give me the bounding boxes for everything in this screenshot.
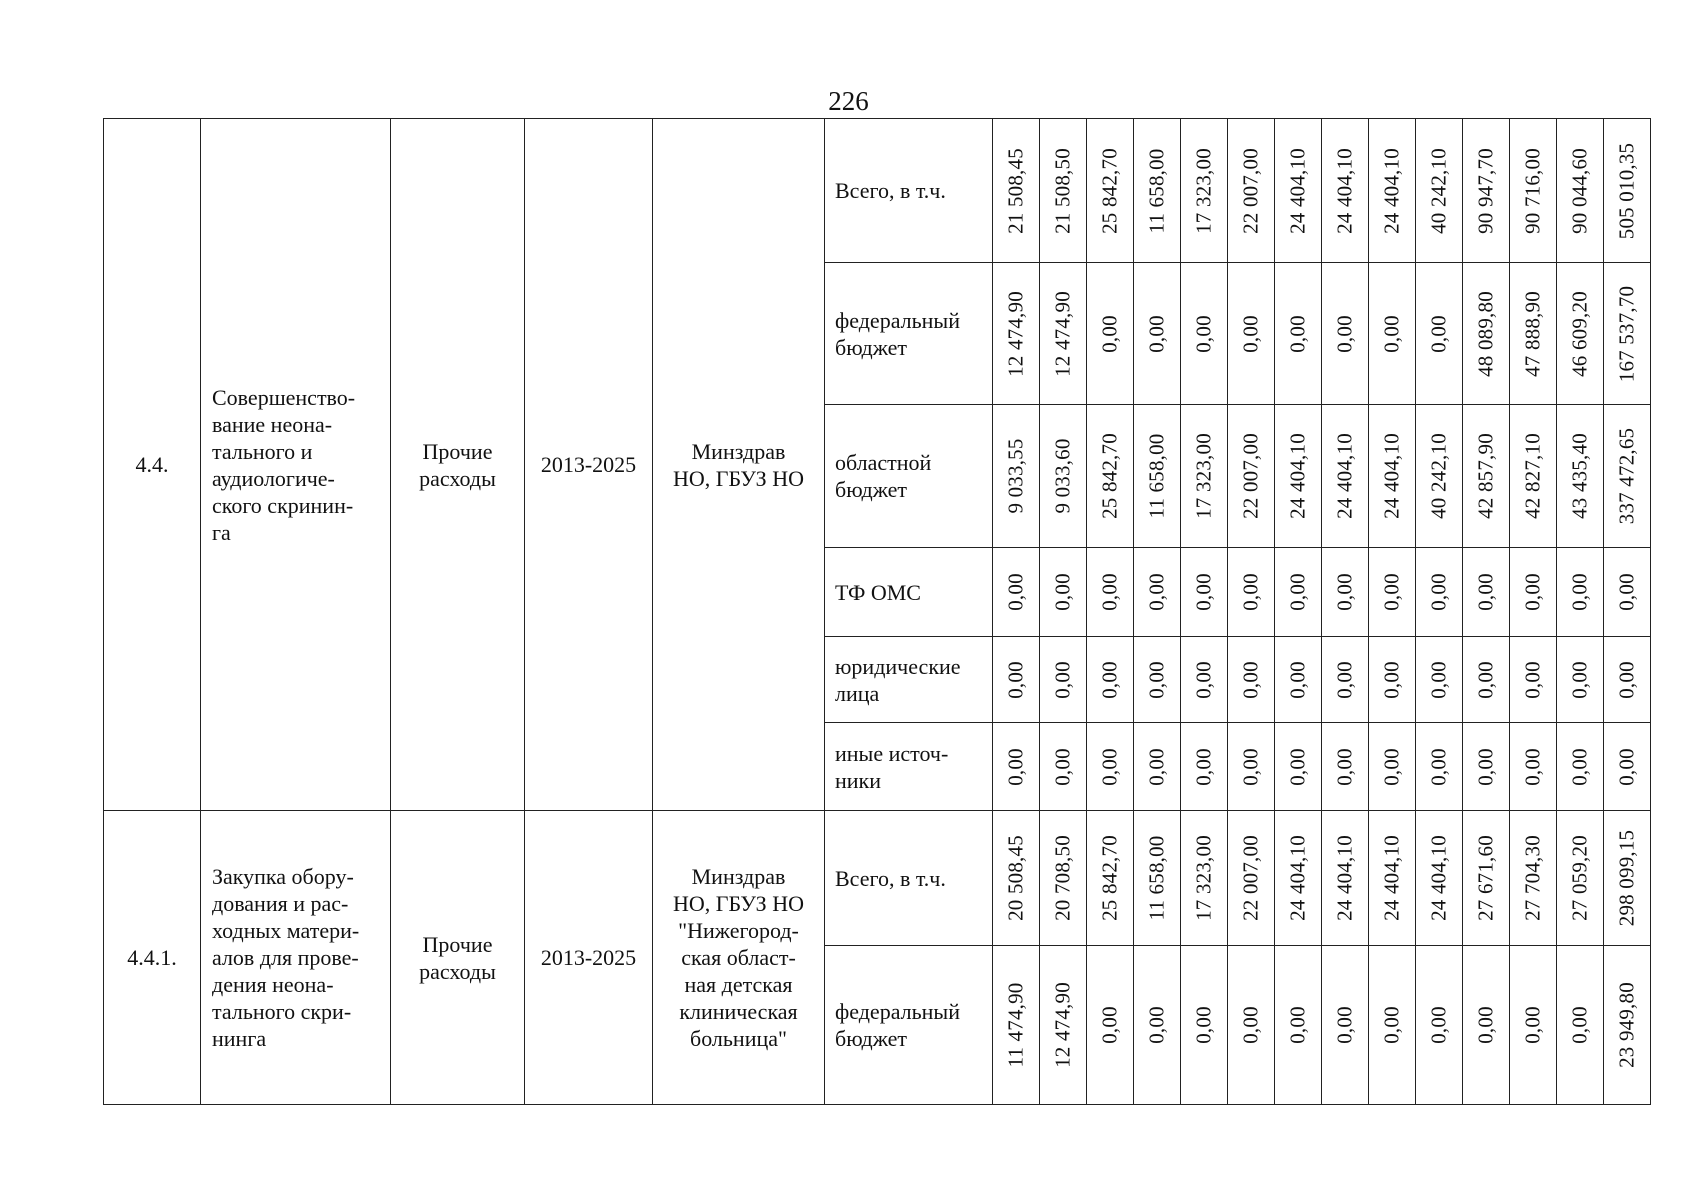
amount-cell [1416,723,1463,811]
amount-cell [1369,263,1416,405]
amount-cell [1275,811,1322,946]
amount-value: 0,00 [1191,314,1216,353]
amount-cell [1416,946,1463,1105]
amount-cell [1181,723,1228,811]
amount-value: 0,00 [1567,573,1592,611]
amount-value: 22 007,00 [1238,433,1263,519]
amount-value: 42 827,10 [1520,433,1545,519]
row-code: 4.4.1. [104,811,201,1105]
amount-value: 20 708,50 [1050,835,1075,921]
amount-value: 90 044,60 [1567,147,1592,234]
funding-source-label: федеральный бюджет [825,946,993,1105]
amount-value: 12 474,90 [1050,290,1075,377]
amount-cell [1040,548,1087,637]
executor: Минздрав НО, ГБУЗ НО "Нижегород- ская област- ная детская клиническая больница" [653,811,825,1105]
amount-cell [1557,119,1604,263]
amount-value: 24 404,10 [1285,835,1310,921]
amount-cell [1463,263,1510,405]
amount-value: 0,00 [1332,660,1357,699]
amount-value: 24 404,10 [1285,433,1310,519]
amount-value: 17 323,00 [1191,147,1216,234]
amount-value: 0,00 [1285,1006,1310,1044]
amount-cell [1275,723,1322,811]
amount-value: 0,00 [1238,747,1263,786]
amount-cell [1510,119,1557,263]
amount-cell [1369,723,1416,811]
amount-cell [1087,548,1134,637]
amount-value: 24 404,10 [1332,835,1357,921]
amount-value: 0,00 [1097,747,1122,786]
amount-value: 0,00 [1050,660,1075,699]
amount-cell [1181,405,1228,548]
amount-value: 0,00 [1332,747,1357,786]
amount-cell [1087,811,1134,946]
amount-value: 25 842,70 [1097,147,1122,234]
amount-value: 0,00 [1097,1006,1122,1044]
amount-value: 25 842,70 [1097,835,1122,921]
table-row [104,119,1651,263]
amount-value: 24 404,10 [1379,835,1404,921]
amount-value: 0,00 [1567,1006,1592,1044]
amount-value: 0,00 [1473,1006,1498,1044]
amount-value: 0,00 [1426,747,1451,786]
amount-value: 12 474,90 [1003,290,1028,377]
amount-cell [1134,405,1181,548]
amount-cell [1369,946,1416,1105]
amount-value: 0,00 [1520,747,1545,786]
amount-value: 0,00 [1426,573,1451,611]
amount-cell [1510,637,1557,723]
amount-value: 0,00 [1144,314,1169,353]
row-name: Совершенство- вание неона- тального и аудиологиче- ского скринин- га [201,119,391,811]
amount-cell [1369,548,1416,637]
amount-value: 0,00 [1050,747,1075,786]
amount-cell [1181,263,1228,405]
amount-value: 24 404,10 [1332,433,1357,519]
amount-value: 0,00 [1426,1006,1451,1044]
amount-cell [1134,637,1181,723]
amount-cell [1463,548,1510,637]
amount-value: 24 404,10 [1379,147,1404,234]
amount-cell [1228,811,1275,946]
amount-cell [1228,263,1275,405]
amount-value: 90 716,00 [1520,147,1545,234]
amount-value: 0,00 [1003,573,1028,611]
amount-cell [1557,946,1604,1105]
amount-cell [1604,119,1651,263]
amount-cell [1510,723,1557,811]
amount-value: 337 472,65 [1614,427,1639,525]
amount-cell [1181,548,1228,637]
amount-cell [1416,119,1463,263]
amount-value: 24 404,10 [1379,433,1404,519]
amount-cell [1322,946,1369,1105]
amount-value: 9 033,55 [1003,438,1028,514]
amount-cell [1275,637,1322,723]
amount-cell [1604,946,1651,1105]
amount-value: 0,00 [1191,1006,1216,1044]
amount-cell [1416,263,1463,405]
amount-cell [1087,637,1134,723]
amount-value: 0,00 [1144,747,1169,786]
amount-value: 0,00 [1520,573,1545,611]
amount-value: 11 658,00 [1144,835,1169,921]
amount-cell [993,405,1040,548]
amount-cell [1087,723,1134,811]
amount-cell [993,263,1040,405]
amount-value: 167 537,70 [1614,285,1639,382]
amount-cell [1369,811,1416,946]
amount-cell [1510,946,1557,1105]
amount-cell [1463,119,1510,263]
amount-value: 27 059,20 [1567,835,1592,921]
row-name: Закупка обору- дования и рас- ходных матери- алов для прове- дения неона- тального скри- нинга [201,811,391,1105]
amount-cell [1463,946,1510,1105]
amount-value: 22 007,00 [1238,147,1263,234]
amount-cell [1557,405,1604,548]
amount-value: 43 435,40 [1567,433,1592,519]
table-body [104,119,1651,1105]
funding-source-label: ТФ ОМС [825,548,993,637]
amount-cell [1463,637,1510,723]
amount-cell [1557,723,1604,811]
amount-cell [1322,811,1369,946]
amount-cell [1604,548,1651,637]
amount-cell [1087,263,1134,405]
amount-cell [1463,811,1510,946]
amount-cell [1228,548,1275,637]
amount-cell [1087,405,1134,548]
amount-cell [1463,405,1510,548]
amount-cell [1040,946,1087,1105]
budget-table [103,118,1651,1105]
amount-cell [1134,263,1181,405]
amount-value: 0,00 [1144,573,1169,611]
amount-value: 12 474,90 [1050,982,1075,1068]
amount-cell [1275,548,1322,637]
amount-value: 21 508,50 [1050,147,1075,234]
amount-cell [1275,405,1322,548]
amount-cell [1040,119,1087,263]
amount-value: 0,00 [1285,747,1310,786]
amount-cell [1416,811,1463,946]
amount-value: 0,00 [1379,660,1404,699]
amount-value: 0,00 [1379,747,1404,786]
amount-cell [1510,548,1557,637]
amount-cell [993,548,1040,637]
amount-value: 11 474,90 [1003,982,1028,1068]
amount-cell [1416,637,1463,723]
amount-value: 0,00 [1238,1006,1263,1044]
amount-cell [1275,263,1322,405]
amount-cell [993,946,1040,1105]
executor: Минздрав НО, ГБУЗ НО [653,119,825,811]
amount-cell [1275,119,1322,263]
amount-value: 25 842,70 [1097,433,1122,519]
period: 2013-2025 [525,119,653,811]
amount-value: 0,00 [1238,573,1263,611]
amount-value: 90 947,70 [1473,147,1498,234]
amount-cell [1322,405,1369,548]
amount-value: 24 404,10 [1285,147,1310,234]
amount-cell [1322,723,1369,811]
amount-cell [1181,119,1228,263]
amount-value: 0,00 [1567,747,1592,786]
amount-cell [1040,405,1087,548]
funding-source-label: федеральный бюджет [825,263,993,405]
amount-value: 11 658,00 [1144,147,1169,234]
amount-cell [1416,548,1463,637]
amount-value: 0,00 [1285,660,1310,699]
amount-cell [1557,263,1604,405]
amount-value: 0,00 [1050,573,1075,611]
amount-cell [1322,548,1369,637]
amount-value: 20 508,45 [1003,835,1028,921]
amount-cell [1557,548,1604,637]
amount-cell [1134,119,1181,263]
amount-value: 9 033,60 [1050,438,1075,514]
amount-cell [1604,263,1651,405]
amount-cell [1322,637,1369,723]
amount-cell [1604,811,1651,946]
amount-cell [1369,405,1416,548]
period: 2013-2025 [525,811,653,1105]
amount-cell [1604,405,1651,548]
amount-value: 0,00 [1144,660,1169,699]
amount-value: 0,00 [1614,747,1639,786]
amount-value: 0,00 [1332,1006,1357,1044]
amount-cell [1087,946,1134,1105]
amount-value: 24 404,10 [1332,147,1357,234]
row-code: 4.4. [104,119,201,811]
amount-cell [1557,637,1604,723]
amount-value: 0,00 [1285,314,1310,353]
amount-value: 46 609,20 [1567,290,1592,377]
amount-value: 0,00 [1520,1006,1545,1044]
amount-cell [1134,946,1181,1105]
amount-value: 0,00 [1520,660,1545,699]
amount-cell [1228,946,1275,1105]
amount-cell [1040,811,1087,946]
funding-source-label: иные источ- ники [825,723,993,811]
amount-value: 24 404,10 [1426,835,1451,921]
amount-cell [1510,263,1557,405]
amount-value: 0,00 [1473,747,1498,786]
amount-value: 0,00 [1379,573,1404,611]
amount-cell [1510,811,1557,946]
amount-cell [993,637,1040,723]
amount-cell [1463,723,1510,811]
amount-value: 0,00 [1003,660,1028,699]
amount-value: 0,00 [1285,573,1310,611]
amount-cell [1604,723,1651,811]
amount-cell [993,119,1040,263]
amount-value: 505 010,35 [1614,142,1639,239]
amount-value: 40 242,10 [1426,433,1451,519]
amount-value: 0,00 [1426,660,1451,699]
amount-value: 0,00 [1614,660,1639,699]
amount-value: 0,00 [1097,573,1122,611]
amount-value: 40 242,10 [1426,147,1451,234]
amount-cell [1510,405,1557,548]
funding-source-label: Всего, в т.ч. [825,119,993,263]
amount-cell [1040,723,1087,811]
amount-value: 0,00 [1473,573,1498,611]
amount-value: 0,00 [1144,1006,1169,1044]
expense-type: Прочие расходы [391,811,525,1105]
amount-value: 0,00 [1567,660,1592,699]
amount-cell [1134,723,1181,811]
amount-value: 21 508,45 [1003,147,1028,234]
amount-value: 0,00 [1473,660,1498,699]
amount-value: 17 323,00 [1191,433,1216,519]
amount-value: 0,00 [1097,660,1122,699]
amount-value: 22 007,00 [1238,835,1263,921]
amount-cell [1275,946,1322,1105]
amount-value: 27 704,30 [1520,835,1545,921]
amount-cell [1181,946,1228,1105]
amount-cell [1181,637,1228,723]
amount-value: 0,00 [1003,747,1028,786]
amount-value: 23 949,80 [1614,982,1639,1068]
amount-value: 0,00 [1238,314,1263,353]
amount-value: 0,00 [1191,573,1216,611]
amount-value: 48 089,80 [1473,290,1498,377]
amount-value: 0,00 [1379,1006,1404,1044]
amount-cell [993,811,1040,946]
amount-value: 17 323,00 [1191,835,1216,921]
amount-value: 0,00 [1379,314,1404,353]
amount-cell [1322,263,1369,405]
amount-cell [1181,811,1228,946]
amount-value: 0,00 [1332,314,1357,353]
amount-cell [1228,637,1275,723]
amount-value: 47 888,90 [1520,290,1545,377]
amount-value: 0,00 [1238,660,1263,699]
page-number: 226 [828,86,869,116]
amount-cell [1228,119,1275,263]
amount-cell [1040,263,1087,405]
amount-value: 0,00 [1191,660,1216,699]
amount-value: 0,00 [1332,573,1357,611]
amount-cell [1416,405,1463,548]
amount-value: 0,00 [1426,314,1451,353]
amount-cell [1087,119,1134,263]
amount-cell [1604,637,1651,723]
amount-value: 0,00 [1191,747,1216,786]
amount-cell [1369,637,1416,723]
expense-type: Прочие расходы [391,119,525,811]
amount-cell [1322,119,1369,263]
amount-cell [993,723,1040,811]
amount-cell [1134,548,1181,637]
funding-source-label: Всего, в т.ч. [825,811,993,946]
amount-cell [1134,811,1181,946]
amount-value: 298 099,15 [1614,829,1639,927]
amount-value: 42 857,90 [1473,433,1498,519]
amount-value: 0,00 [1614,573,1639,611]
amount-cell [1557,811,1604,946]
amount-cell [1228,723,1275,811]
table-row [104,811,1651,946]
amount-value: 27 671,60 [1473,835,1498,921]
amount-value: 0,00 [1097,314,1122,353]
amount-cell [1369,119,1416,263]
amount-value: 11 658,00 [1144,433,1169,519]
funding-source-label: областной бюджет [825,405,993,548]
funding-source-label: юридические лица [825,637,993,723]
amount-cell [1040,637,1087,723]
amount-cell [1228,405,1275,548]
